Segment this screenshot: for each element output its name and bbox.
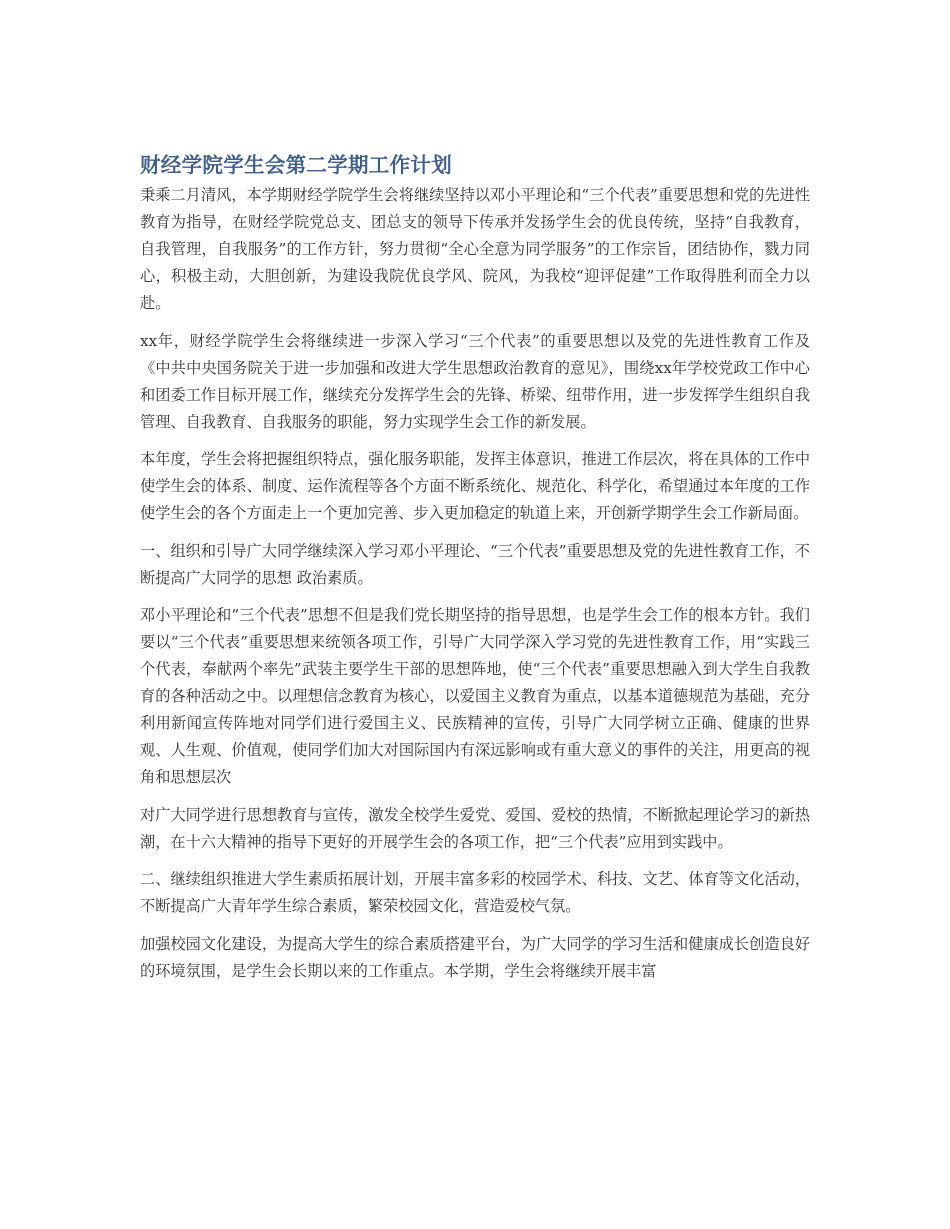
paragraph: 秉乘二月清风，本学期财经学院学生会将继续坚持以邓小平理论和“三个代表”重要思想和党的先进性教育为指导，在财经学院党总支、团总支的领导下传承并发扬学生会的优良传统，坚持“自我教育，自我管理，自我服务”的工作方针，努力贯彻“全心全意为同学服务”的工作宗旨，团结协作，戮力同心，积极主动，大胆创新，为建设我院优良学风、院风，为我校“迎评促建”工作取得胜利而全力以赴。	[140, 186, 810, 312]
section-heading-1: 一、组织和引导广大同学继续深入学习邓小平理论、“三个代表”重要思想及党的先进性教育工作，不断提高广大同学的思想 政治素质。	[140, 541, 810, 587]
paragraph: xx年，财经学院学生会将继续进一步深入学习“三个代表”的重要思想以及党的先进性教育工作及《中共中央国务院关于进一步加强和改进大学生思想政治教育的意见》，围绕xx年学校党政工作中心和团委工作目标开展工作，继续充分发挥学生会的先锋、桥梁、纽带作用，进一步发挥学生组织自我管理、自我教育、自我服务的职能，努力实现学生会工作的新发展。	[140, 331, 810, 431]
paragraph: 对广大同学进行思想教育与宣传，激发全校学生爱党、爱国、爱校的热情，不断掀起理论学习的新热潮，在十六大精神的指导下更好的开展学生会的各项工作，把“三个代表”应用到实践中。	[140, 805, 810, 851]
document-body	[140, 148, 810, 995]
paragraph: 邓小平理论和“三个代表”思想不但是我们党长期坚持的指导思想，也是学生会工作的根本方针。我们要以“三个代表”重要思想来统领各项工作，引导广大同学深入学习党的先进性教育工作，用“实践三个代表，奉献两个率先”武装主要学生干部的思想阵地，使“三个代表”重要思想融入到大学生自我教育的各种活动之中。以理想信念教育为核心，以爱国主义教育为重点，以基本道德规范为基础，充分利用新闻宣传阵地对同学们进行爱国主义、民族精神的宣传，引导广大同学树立正确、健康的世界观、人生观、价值观，使同学们加大对国际国内有深远影响或有重大意义的事件的关注，用更高的视角和思想层次	[140, 606, 810, 786]
document-title: 财经学院学生会第二学期工作计划	[140, 153, 452, 177]
paragraph: 本年度，学生会将把握组织特点，强化服务职能，发挥主体意识，推进工作层次，将在具体的工作中使学生会的体系、制度、运作流程等各个方面不断系统化、规范化、科学化，希望通过本年度的工作使学生会的各个方面走上一个更加完善、步入更加稳定的轨道上来，开创新学期学生会工作新局面。	[140, 450, 810, 522]
section-heading-2: 二、继续组织推进大学生素质拓展计划，开展丰富多彩的校园学术、科技、文艺、体育等文化活动，不断提高广大青年学生综合素质，繁荣校园文化，营造爱校气氛。	[140, 870, 810, 915]
paragraph: 加强校园文化建设，为提高大学生的综合素质搭建平台，为广大同学的学习生活和健康成长创造良好的环境氛围，是学生会长期以来的工作重点。本学期，学生会将继续开展丰富	[140, 934, 810, 980]
